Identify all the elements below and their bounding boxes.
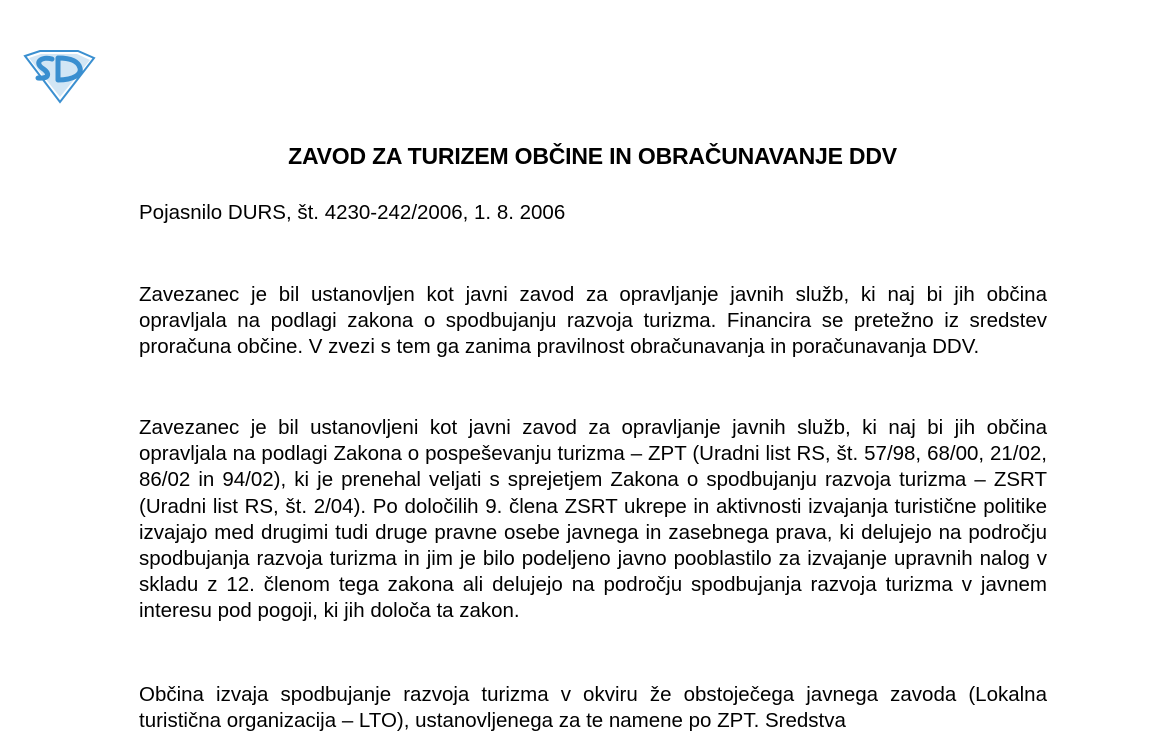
paragraph-3: Občina izvaja spodbujanje razvoja turizma v okviru že obstoječega javnega zavoda (Lokalna turistična organizacija – LTO), ustanovljenega za te namene po ZPT. Sredstva [139, 683, 1047, 733]
paragraph-1: Zavezanec je bil ustanovljen kot javni zavod za opravljanje javnih služb, ki naj bi jih občina opravljala na podlagi zakona o spodbujanju razvoja turizma. Financira se pretežno iz sredstev proračuna občine. V zvezi s tem ga zanima pravilnost obračunavanja in poračunavanja DDV. [139, 283, 1047, 359]
paragraph-2: Zavezanec je bil ustanovljeni kot javni zavod za opravljanje javnih služb, ki naj bi jih občina opravljala na podlagi Zakona o pospeševanju turizma – ZPT (Uradni list RS, št. 57/98, 68/00, 21/02, 86/02 in 94/02), ki je prenehal veljati s sprejetjem Zakona o spodbujanju razvoja turizma – ZSRT (Uradni list RS, št. 2/04). Po določilih 9. člena ZSRT ukrepe in aktivnosti izvajanja turistične politike izvajajo med drugimi tudi druge pravne osebe javnega in zasebnega prava, ki delujejo na področju spodbujanja razvoja turizma in jim je bilo podeljeno javno pooblastilo za izvajanje upravnih nalog v skladu z 12. členom tega zakona ali delujejo na področju spodbujanja razvoja turizma v javnem interesu pod pogoji, ki jih določa ta zakon. [139, 416, 1047, 623]
sd-logo [22, 50, 96, 104]
source-reference: Pojasnilo DURS, št. 4230-242/2006, 1. 8. 2006 [139, 201, 566, 224]
document-title: ZAVOD ZA TURIZEM OBČINE IN OBRAČUNAVANJE DDV [288, 143, 897, 169]
